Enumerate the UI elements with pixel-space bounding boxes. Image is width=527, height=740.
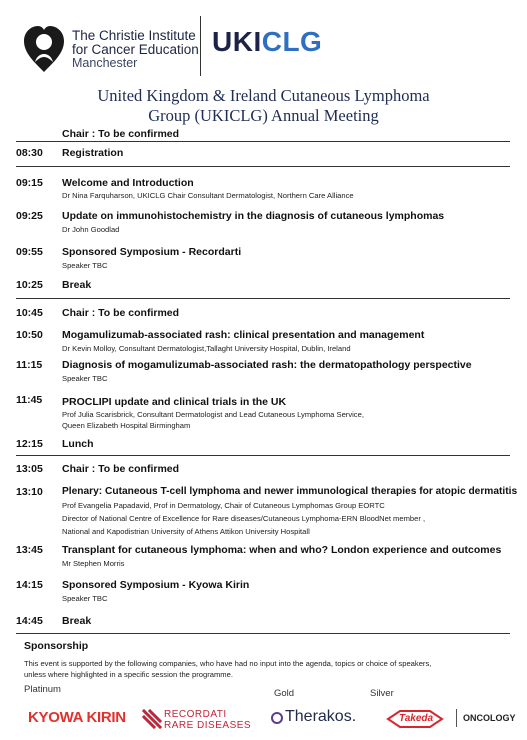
time-0955: 09:55: [16, 246, 43, 258]
sponsorship-disclaimer-line2: unless where highlighted in a specific session the programme.: [24, 670, 233, 679]
divider: [16, 166, 510, 167]
speaker-1050: Dr Kevin Molloy, Consultant Dermatologist,Tallaght University Hospital, Dublin, Ireland: [62, 344, 351, 353]
speaker-0925: Dr John Goodlad: [62, 225, 120, 234]
session-welcome: Welcome and Introduction: [62, 177, 194, 189]
speaker-1415: Speaker TBC: [62, 594, 108, 603]
speaker-0915: Dr Nina Farquharson, UKICLG Chair Consultant Dermatologist, Northern Care Alliance: [62, 191, 354, 200]
christie-heart-logo-icon: [22, 24, 66, 74]
chair-midmorning: Chair : To be confirmed: [62, 307, 180, 319]
session-proclipi: PROCLIPI update and clinical trials in the UK: [62, 396, 287, 408]
meeting-title-line2: Group (UKICLG) Annual Meeting: [148, 106, 379, 125]
divider: [16, 455, 510, 456]
institute-city: Manchester: [72, 56, 138, 70]
recordati-logo-line1: RECORDATI: [164, 709, 227, 720]
divider: [16, 298, 510, 299]
speaker-1115: Speaker TBC: [62, 374, 108, 383]
chair-morning: Chair : To be confirmed: [62, 128, 180, 140]
session-plenary: Plenary: Cutaneous T-cell lymphoma and newer immunological therapies for atopic dermatitis: [62, 486, 518, 497]
time-1310: 13:10: [16, 486, 43, 498]
session-sponsored-kyowa: Sponsored Symposium - Kyowa Kirin: [62, 579, 250, 591]
takeda-logo-text: Takeda: [399, 713, 434, 724]
speaker-1145-line1: Prof Julia Scarisbrick, Consultant Dermatologist and Lead Cutaneous Lymphoma Service,: [62, 410, 364, 419]
session-transplant: Transplant for cutaneous lymphoma: when and who? London experience and outcomes: [62, 544, 502, 556]
time-0830: 08:30: [16, 147, 43, 159]
session-break-afternoon: Break: [62, 615, 92, 627]
time-0925: 09:25: [16, 210, 43, 222]
time-1145: 11:45: [16, 394, 43, 406]
takeda-oncology-label: ONCOLOGY: [463, 713, 516, 723]
recordati-logo-line2: RARE DISEASES: [164, 720, 252, 731]
sponsorship-disclaimer-line1: This event is supported by the following companies, who have had no input into the agenda, topics or choice of speakers,: [24, 659, 432, 668]
header-divider: [200, 16, 201, 76]
session-immunohistochemistry: Update on immunohistochemistry in the diagnosis of cutaneous lymphomas: [62, 210, 445, 222]
kyowa-kirin-logo: KYOWA KIRIN: [28, 709, 126, 726]
time-1445: 14:45: [16, 615, 43, 627]
time-1115: 11:15: [16, 359, 43, 371]
speaker-1310-line3: National and Kapodistrian University of Athens Attikon University Hospitall: [62, 527, 310, 536]
speaker-0955: Speaker TBC: [62, 261, 108, 270]
session-registration: Registration: [62, 147, 124, 159]
speaker-1145-line2: Queen Elizabeth Hospital Birmingham: [62, 421, 191, 430]
speaker-1310-line1: Prof Evangelia Papadavid, Prof in Dermatology, Chair of Cutaneous Lymphomas Group EORTC: [62, 501, 385, 510]
therakos-logo: Therakos.: [285, 708, 357, 725]
time-0915: 09:15: [16, 177, 43, 189]
time-1025: 10:25: [16, 279, 43, 291]
tier-platinum: Platinum: [24, 684, 61, 695]
meeting-title-line1: United Kingdom & Ireland Cutaneous Lymphoma: [97, 86, 430, 105]
tier-gold: Gold: [274, 688, 295, 699]
time-1050: 10:50: [16, 329, 43, 341]
time-1305: 13:05: [16, 463, 43, 475]
chair-afternoon: Chair : To be confirmed: [62, 463, 180, 475]
divider: [16, 141, 510, 142]
session-sponsored-recordarti: Sponsored Symposium - Recordarti: [62, 246, 242, 258]
time-1045: 10:45: [16, 307, 43, 319]
session-lunch: Lunch: [62, 438, 94, 450]
divider: [16, 633, 510, 634]
institute-name-line1: The Christie Institute: [72, 28, 196, 43]
tier-silver: Silver: [370, 688, 394, 699]
speaker-1345: Mr Stephen Morris: [62, 559, 125, 568]
session-break: Break: [62, 279, 92, 291]
recordati-mark-icon: [142, 709, 162, 729]
time-1415: 14:15: [16, 579, 43, 591]
speaker-1310-line2: Director of National Centre of Excellence for Rare diseases/Cutaneous Lymphoma-ERN BloodNet member ,: [62, 514, 426, 523]
therakos-mark-icon: [271, 712, 283, 724]
institute-name-line2: for Cancer Education: [72, 42, 199, 57]
time-1345: 13:45: [16, 544, 43, 556]
ukiclg-logo-part-b: CLG: [261, 26, 323, 57]
time-1215: 12:15: [16, 438, 43, 450]
session-dermatopathology: Diagnosis of mogamulizumab-associated rash: the dermatopathology perspective: [62, 359, 472, 371]
sponsorship-heading: Sponsorship: [24, 640, 89, 652]
session-mogamulizumab-rash: Mogamulizumab-associated rash: clinical presentation and management: [62, 329, 425, 341]
ukiclg-logo: [212, 26, 322, 58]
ukiclg-logo-part-a: UKI: [212, 26, 262, 57]
takeda-oncology-divider: [456, 709, 457, 727]
